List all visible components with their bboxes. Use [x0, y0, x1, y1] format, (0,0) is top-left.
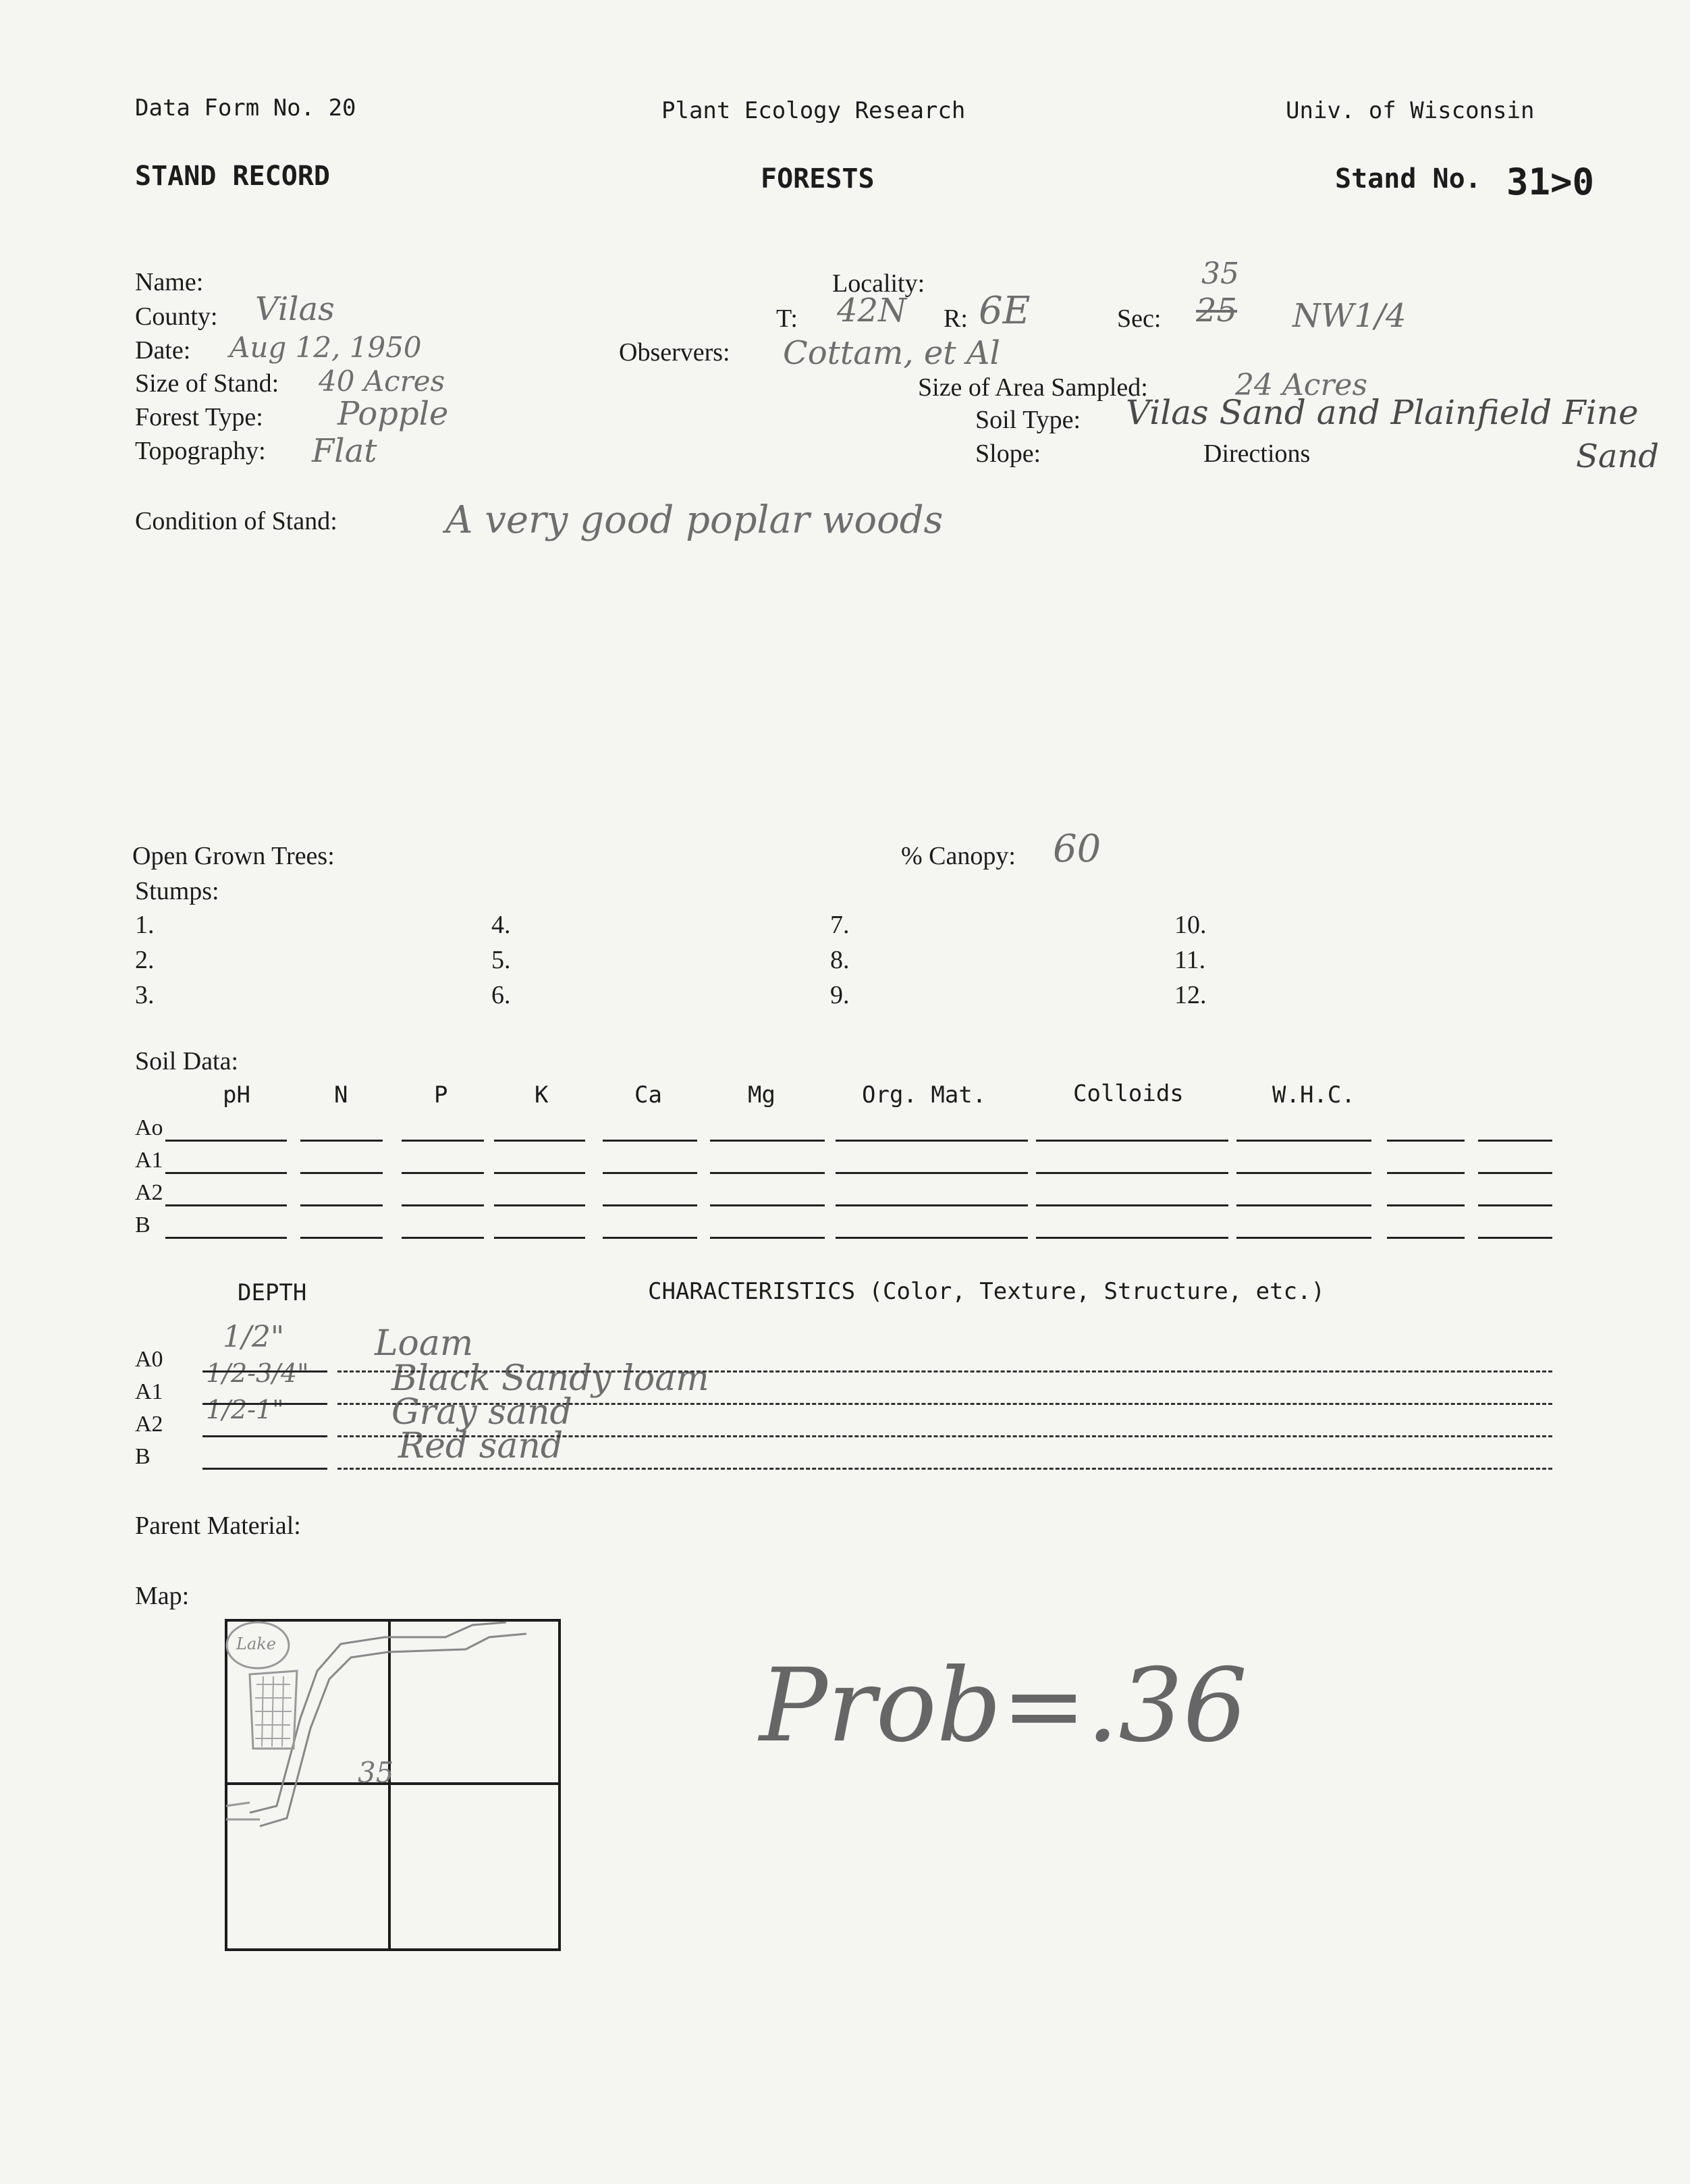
soil-blank-line: [165, 1140, 287, 1142]
horizon-a2: A2: [135, 1412, 163, 1437]
soil-blank-line: [1478, 1237, 1552, 1239]
t-label: T:: [776, 304, 798, 333]
stump-12: 12.: [1174, 981, 1207, 1009]
category-title: FORESTS: [761, 163, 875, 194]
map-lake-label: Lake: [236, 1634, 276, 1653]
soil-blank-line: [710, 1172, 825, 1174]
characteristics-dashed-line: [337, 1403, 1552, 1405]
horizon-a0: A0: [135, 1347, 163, 1372]
soil-blank-line: [710, 1237, 825, 1239]
soil-blank-line: [165, 1172, 287, 1174]
soil-row-ao: Ao: [135, 1115, 163, 1140]
soil-blank-line: [300, 1140, 383, 1142]
stump-9: 9.: [830, 981, 850, 1009]
stump-10: 10.: [1174, 911, 1207, 939]
condition-value: A very good poplar woods: [445, 498, 944, 542]
soil-blank-line: [836, 1204, 1028, 1206]
depth-blank-line: [202, 1435, 327, 1437]
depth-blank-line: [202, 1468, 327, 1470]
characteristics-label: CHARACTERISTICS (Color, Texture, Structure, etc.): [648, 1278, 1326, 1305]
date-value: Aug 12, 1950: [229, 331, 422, 364]
soil-blank-line: [402, 1172, 484, 1174]
size-of-stand-value: 40 Acres: [319, 365, 445, 398]
col-mg: Mg: [748, 1082, 775, 1109]
soil-blank-line: [836, 1237, 1028, 1239]
soil-blank-line: [1387, 1204, 1465, 1206]
soil-blank-line: [1036, 1172, 1228, 1174]
directions-label: Directions: [1203, 440, 1311, 468]
stump-6: 6.: [491, 981, 511, 1009]
open-grown-trees-label: Open Grown Trees:: [132, 842, 335, 870]
soil-blank-line: [836, 1140, 1028, 1142]
soil-blank-line: [1236, 1237, 1371, 1239]
soil-blank-line: [165, 1204, 287, 1206]
stump-7: 7.: [830, 911, 850, 939]
probability-note: Prob=.36: [759, 1647, 1248, 1765]
date-label: Date:: [135, 336, 191, 365]
depth-a1: 1/2-3/4": [206, 1358, 309, 1388]
observers-label: Observers:: [619, 338, 730, 367]
col-k: K: [535, 1082, 549, 1109]
col-ca: Ca: [634, 1082, 662, 1109]
char-a2: Gray sand: [391, 1392, 572, 1433]
soil-blank-line: [494, 1237, 585, 1239]
soil-blank-line: [1478, 1172, 1552, 1174]
county-value: Vilas: [255, 290, 335, 328]
soil-blank-line: [402, 1204, 484, 1206]
soil-blank-line: [1236, 1172, 1371, 1174]
soil-type-value: Vilas Sand and Plainfield Fine: [1126, 393, 1639, 432]
depth-label: DEPTH: [238, 1279, 307, 1306]
sec-label: Sec:: [1117, 304, 1162, 333]
horizon-a1: A1: [135, 1379, 163, 1404]
sec-quarter-value: NW1/4: [1292, 297, 1407, 335]
soil-blank-line: [1387, 1140, 1465, 1142]
topography-label: Topography:: [135, 437, 266, 465]
characteristics-dashed-line: [337, 1370, 1552, 1373]
soil-blank-line: [1036, 1140, 1228, 1142]
depth-blank-line: [202, 1370, 327, 1373]
depth-a2: 1/2-1": [206, 1395, 284, 1424]
slope-label: Slope:: [975, 440, 1041, 468]
parent-material-label: Parent Material:: [135, 1512, 301, 1540]
area-sampled-value: 24 Acres: [1235, 368, 1368, 402]
forest-type-value: Popple: [337, 395, 449, 433]
stump-3: 3.: [135, 981, 155, 1009]
soil-blank-line: [402, 1237, 484, 1239]
stump-11: 11.: [1174, 946, 1206, 974]
soil-blank-line: [1236, 1140, 1371, 1142]
forest-type-label: Forest Type:: [135, 403, 263, 431]
soil-blank-line: [603, 1140, 697, 1142]
soil-blank-line: [603, 1237, 697, 1239]
soil-blank-line: [710, 1204, 825, 1206]
col-ph: pH: [223, 1082, 250, 1109]
locality-label: Locality:: [832, 269, 925, 298]
t-value: 42N: [837, 292, 907, 329]
soil-blank-line: [836, 1172, 1028, 1174]
section-map: [223, 1617, 567, 1954]
stump-4: 4.: [491, 911, 511, 939]
col-p: P: [434, 1082, 448, 1109]
depth-a0: 1/2": [223, 1320, 285, 1354]
char-a0: Loam: [375, 1323, 474, 1364]
observers-value: Cottam, et Al: [783, 334, 1000, 372]
map-road-sketch-2: [260, 1634, 526, 1826]
col-whc: W.H.C.: [1272, 1082, 1355, 1109]
soil-row-b: B: [135, 1213, 151, 1237]
soil-row-a2: A2: [135, 1180, 163, 1205]
char-b: Red sand: [398, 1426, 564, 1466]
soil-blank-line: [1387, 1172, 1465, 1174]
stand-number-value: 31>0: [1506, 161, 1595, 203]
char-a1: Black Sandy loam: [391, 1358, 709, 1399]
soil-blank-line: [710, 1140, 825, 1142]
soil-blank-line: [300, 1204, 383, 1206]
name-label: Name:: [135, 268, 204, 296]
soil-blank-line: [494, 1140, 585, 1142]
map-section-number: 35: [358, 1756, 394, 1789]
form-number: Data Form No. 20: [135, 95, 356, 122]
stumps-label: Stumps:: [135, 877, 219, 905]
soil-row-a1: A1: [135, 1148, 163, 1173]
sec-value-above: 35: [1201, 257, 1239, 291]
col-n: N: [334, 1082, 348, 1109]
stump-2: 2.: [135, 946, 155, 974]
r-value: 6E: [979, 289, 1031, 333]
soil-blank-line: [1387, 1237, 1465, 1239]
soil-blank-line: [1478, 1140, 1552, 1142]
size-of-stand-label: Size of Stand:: [135, 369, 279, 398]
soil-data-label: Soil Data:: [135, 1047, 239, 1075]
soil-blank-line: [1036, 1237, 1228, 1239]
area-sampled-label: Size of Area Sampled:: [918, 373, 1148, 402]
organization: Plant Ecology Research: [661, 97, 966, 124]
stump-1: 1.: [135, 911, 155, 939]
record-title: STAND RECORD: [135, 161, 330, 192]
soil-blank-line: [1236, 1204, 1371, 1206]
soil-blank-line: [402, 1140, 484, 1142]
col-colloids: Colloids: [1073, 1080, 1184, 1107]
canopy-label: % Canopy:: [901, 842, 1016, 870]
topography-value: Flat: [312, 432, 377, 470]
soil-blank-line: [494, 1172, 585, 1174]
col-org-mat: Org. Mat.: [862, 1082, 987, 1109]
depth-blank-line: [202, 1403, 327, 1405]
soil-blank-line: [300, 1172, 383, 1174]
stand-number-label: Stand No.: [1335, 163, 1481, 194]
soil-blank-line: [300, 1237, 383, 1239]
map-label: Map:: [135, 1582, 190, 1610]
university: Univ. of Wisconsin: [1286, 97, 1535, 124]
characteristics-dashed-line: [337, 1435, 1552, 1437]
soil-blank-line: [603, 1172, 697, 1174]
canopy-value: 60: [1053, 827, 1101, 871]
soil-blank-line: [494, 1204, 585, 1206]
soil-blank-line: [603, 1204, 697, 1206]
r-label: R:: [944, 304, 968, 333]
stump-5: 5.: [491, 946, 511, 974]
condition-label: Condition of Stand:: [135, 507, 337, 535]
soil-blank-line: [1036, 1204, 1228, 1206]
sec-value-struck: 25: [1196, 292, 1238, 329]
stump-8: 8.: [830, 946, 850, 974]
soil-type-label: Soil Type:: [975, 406, 1081, 434]
map-woods-hatching: [255, 1676, 292, 1747]
horizon-b: B: [135, 1444, 151, 1469]
county-label: County:: [135, 302, 218, 331]
soil-blank-line: [165, 1237, 287, 1239]
soil-blank-line: [1478, 1204, 1552, 1206]
characteristics-dashed-line: [337, 1468, 1552, 1470]
soil-type-value-cont: Sand: [1576, 437, 1660, 475]
